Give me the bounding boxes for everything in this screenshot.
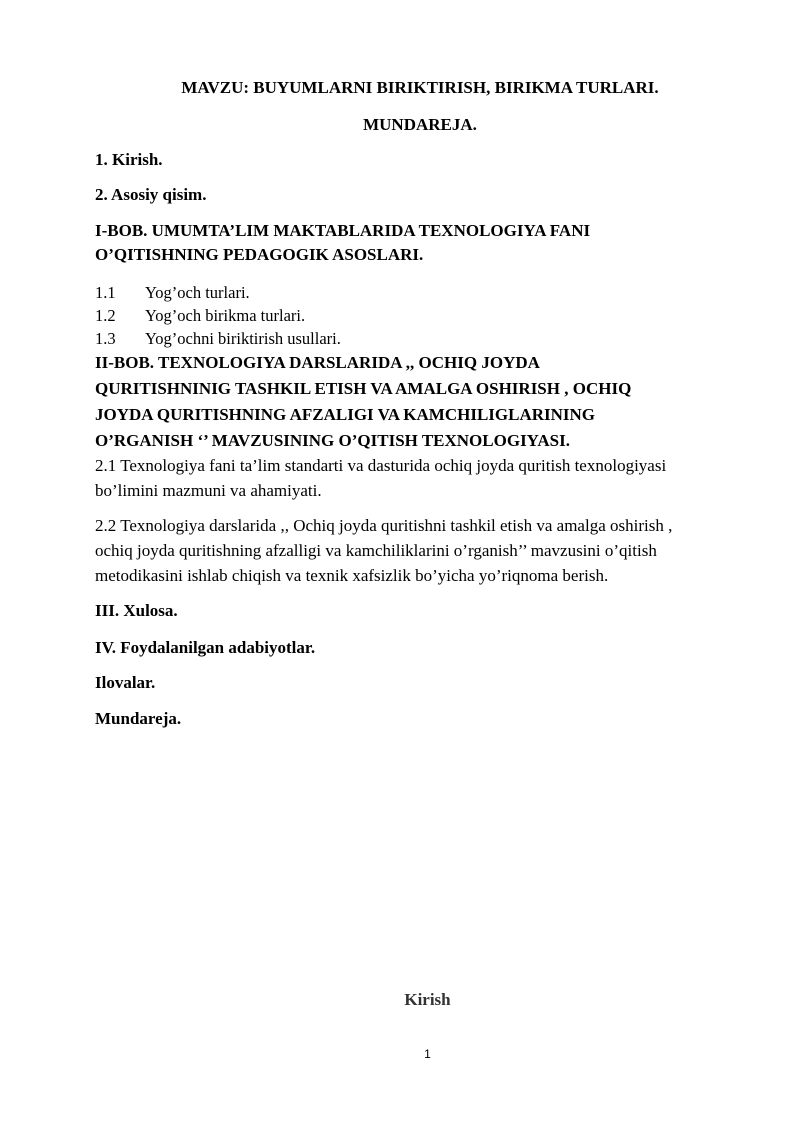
toc-item-appendices: Ilovalar. — [95, 673, 156, 692]
toc-heading: MUNDAREJA. — [363, 115, 477, 134]
subsection-text: Yog’och turlari. — [145, 283, 250, 302]
subsection-1-2 — [95, 305, 305, 327]
chapter2-title-line4: O’RGANISH ‘’ MAVZUSINING O’QITISH TEXNOLOGIYASI. — [95, 431, 570, 450]
subsection-2-1-line1: 2.1 Texnologiya fani ta’lim standarti va dasturida ochiq joyda quritish texnologiyasi — [95, 456, 667, 475]
subsection-number: 1.1 — [95, 283, 116, 302]
chapter2-title-line1: II-BOB. TEXNOLOGIYA DARSLARIDA ,, OCHIQ JOYDA — [95, 353, 540, 372]
toc-item-main-part: 2. Asosiy qisim. — [95, 185, 207, 204]
subsection-text: Yog’ochni biriktirish usullari. — [145, 329, 341, 348]
chapter2-title-line3: JOYDA QURITISHNING AFZALIGI VA KAMCHILIGLARINING — [95, 405, 596, 424]
subsection-2-1-line2: bo’limini mazmuni va ahamiyati. — [95, 481, 322, 500]
chapter1-title-line1: I-BOB. UMUMTA’LIM MAKTABLARIDA TEXNOLOGIYA FANI — [95, 221, 591, 240]
page-number: 1 — [424, 1047, 431, 1061]
subsection-2-2-line3: metodikasini ishlab chiqish va texnik xafsizlik bo’yicha yo’riqnoma berish. — [95, 566, 609, 585]
subsection-1-1 — [95, 282, 250, 304]
document-title: MAVZU: BUYUMLARNI BIRIKTIRISH, BIRIKMA TURLARI. — [181, 78, 659, 97]
toc-item-contents: Mundareja. — [95, 709, 182, 728]
subsection-number: 1.3 — [95, 329, 116, 348]
chapter1-title-line2: O’QITISHNING PEDAGOGIK ASOSLARI. — [95, 245, 424, 264]
toc-item-references: IV. Foydalanilgan adabiyotlar. — [95, 638, 316, 657]
subsection-1-3 — [95, 328, 341, 350]
subsection-number: 1.2 — [95, 306, 116, 325]
kirish-heading: Kirish — [404, 990, 451, 1009]
toc-item-intro: 1. Kirish. — [95, 150, 163, 169]
chapter2-title-line2: QURITISHNINIG TASHKIL ETISH VA AMALGA OSHIRISH , OCHIQ — [95, 379, 632, 398]
subsection-2-2-line2: ochiq joyda quritishning afzalligi va kamchiliklarini o’rganish’’ mavzusini o’qitish — [95, 541, 657, 560]
subsection-2-2-line1: 2.2 Texnologiya darslarida ,, Ochiq joyda quritishni tashkil etish va amalga oshirish , — [95, 516, 673, 535]
toc-item-conclusion: III. Xulosa. — [95, 601, 178, 620]
subsection-text: Yog’och birikma turlari. — [145, 306, 306, 325]
